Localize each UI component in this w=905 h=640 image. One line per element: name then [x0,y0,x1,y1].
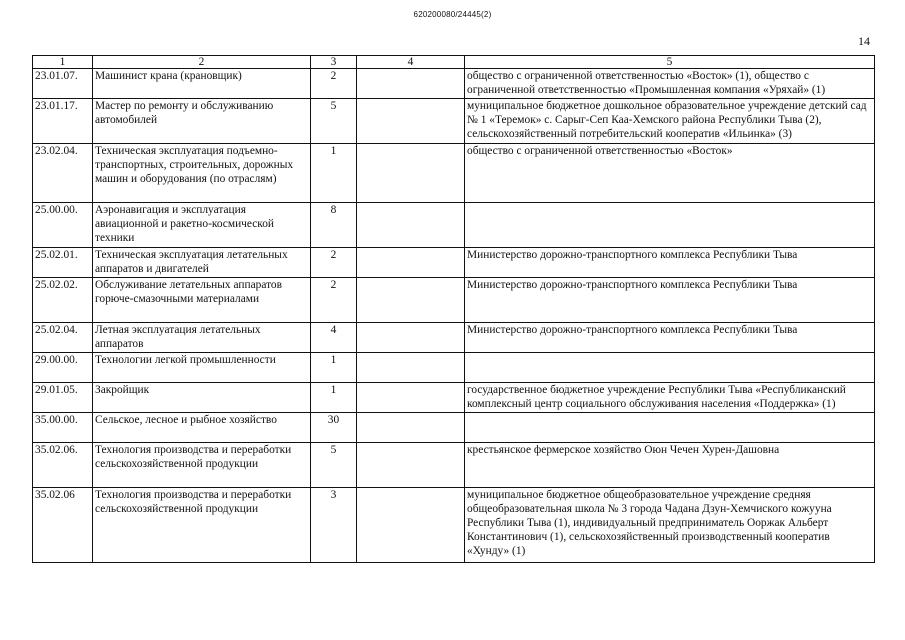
header-row [33,56,875,69]
row-code: 23.01.17. [33,99,93,144]
table-row [33,443,875,488]
row-count: 2 [311,278,357,323]
row-count: 4 [311,323,357,353]
row-col4 [357,383,465,413]
row-col4 [357,323,465,353]
header-col-5: 5 [465,56,875,69]
row-name: Машинист крана (крановщик) [93,69,311,99]
row-col4 [357,413,465,443]
table-row [33,488,875,563]
row-col4 [357,443,465,488]
row-code: 35.00.00. [33,413,93,443]
row-count: 1 [311,353,357,383]
row-name: Мастер по ремонту и обслуживанию автомобилей [93,99,311,144]
table-row [33,144,875,203]
row-count: 5 [311,443,357,488]
row-col4 [357,488,465,563]
row-orgs: муниципальное бюджетное общеобразовательное учреждение средняя общеобразовательная школа № 3 города Чадана Дзун-Хемчиского кожууна Республики Тыва (1), индивидуальный предприниматель Ооржак Альберт Константинович (1), сельскохозяйственный производственный кооператив «Хунду» (1) [465,488,875,563]
row-col4 [357,353,465,383]
row-name: Закройщик [93,383,311,413]
row-code: 29.00.00. [33,353,93,383]
row-name: Обслуживание летательных аппаратов горюче-смазочными материалами [93,278,311,323]
row-name: Техническая эксплуатация подъемно-транспортных, строительных, дорожных машин и оборудования (по отраслям) [93,144,311,203]
row-col4 [357,278,465,323]
row-col4 [357,203,465,248]
table-row [33,383,875,413]
row-orgs [465,413,875,443]
header-col-2: 2 [93,56,311,69]
row-col4 [357,69,465,99]
header-col-4: 4 [357,56,465,69]
row-orgs: муниципальное бюджетное дошкольное образовательное учреждение детский сад № 1 «Теремок» с. Сарыг-Сеп Каа-Хемского района Республики Тыва (2), сельскохозяйственный потребительский кооператив «Ильинка» (3) [465,99,875,144]
table-row [33,353,875,383]
row-col4 [357,248,465,278]
row-code: 25.00.00. [33,203,93,248]
row-count: 2 [311,69,357,99]
row-orgs [465,353,875,383]
row-orgs [465,203,875,248]
table-row [33,323,875,353]
row-count: 1 [311,383,357,413]
row-count: 3 [311,488,357,563]
table-row [33,69,875,99]
table-row [33,278,875,323]
row-orgs: общество с ограниченной ответственностью «Восток» [465,144,875,203]
row-code: 29.01.05. [33,383,93,413]
row-code: 25.02.04. [33,323,93,353]
page-number: 14 [858,34,870,48]
data-table [32,55,875,563]
row-name: Техническая эксплуатация летательных аппаратов и двигателей [93,248,311,278]
row-orgs: Министерство дорожно-транспортного комплекса Республики Тыва [465,278,875,323]
row-name: Технология производства и переработки сельскохозяйственной продукции [93,488,311,563]
row-code: 25.02.01. [33,248,93,278]
row-orgs: государственное бюджетное учреждение Республики Тыва «Республиканский комплексный центр социального обслуживания населения «Поддержка» (1) [465,383,875,413]
row-code: 25.02.02. [33,278,93,323]
row-code: 23.01.07. [33,69,93,99]
row-orgs: Министерство дорожно-транспортного комплекса Республики Тыва [465,323,875,353]
row-orgs: Министерство дорожно-транспортного комплекса Республики Тыва [465,248,875,278]
header-col-1: 1 [33,56,93,69]
row-name: Аэронавигация и эксплуатация авиационной и ракетно-космической техники [93,203,311,248]
row-col4 [357,144,465,203]
row-count: 2 [311,248,357,278]
row-col4 [357,99,465,144]
table-row [33,203,875,248]
row-count: 30 [311,413,357,443]
row-code: 23.02.04. [33,144,93,203]
row-name: Сельское, лесное и рыбное хозяйство [93,413,311,443]
row-name: Летная эксплуатация летательных аппаратов [93,323,311,353]
row-count: 1 [311,144,357,203]
row-name: Технологии легкой промышленности [93,353,311,383]
row-count: 5 [311,99,357,144]
row-count: 8 [311,203,357,248]
row-code: 35.02.06. [33,443,93,488]
row-orgs: крестьянское фермерское хозяйство Оюн Чечен Хурен-Дашовна [465,443,875,488]
row-code: 35.02.06 [33,488,93,563]
row-name: Технология производства и переработки сельскохозяйственной продукции [93,443,311,488]
document-id: 620200080/24445(2) [413,10,492,19]
row-orgs: общество с ограниченной ответственностью «Восток» (1), общество с ограниченной ответственностью «Промышленная компания «Уряхай» (1) [465,69,875,99]
table-row [33,99,875,144]
table-row [33,413,875,443]
table-row [33,248,875,278]
header-col-3: 3 [311,56,357,69]
